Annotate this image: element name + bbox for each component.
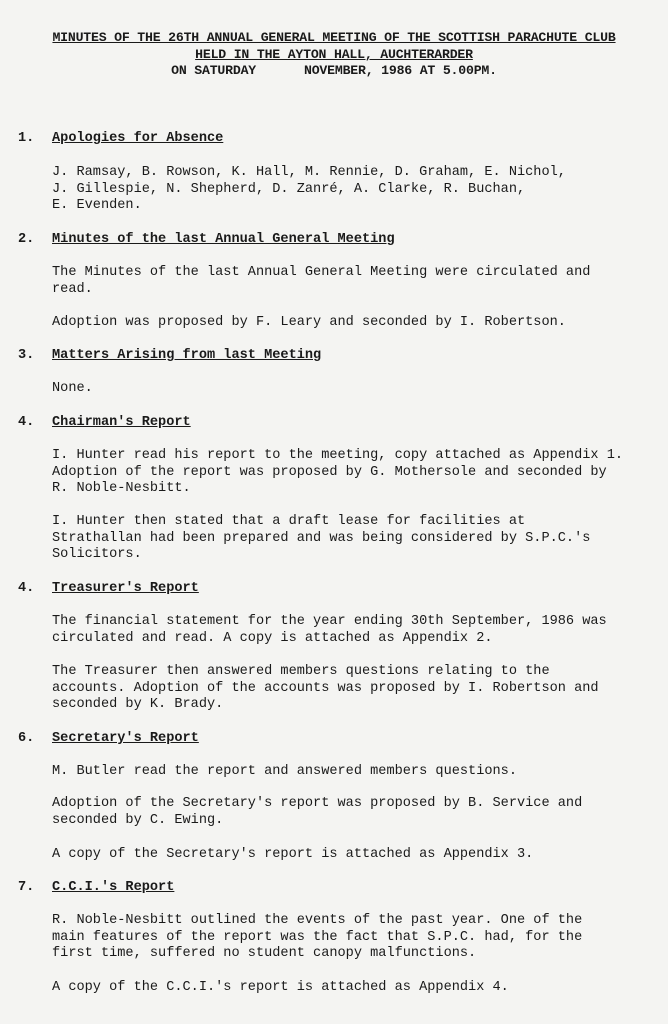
section-paragraph: J. Ramsay, B. Rowson, K. Hall, M. Rennie, D. Graham, E. Nichol, J. Gillespie, N. Shepherd, D. Zanré, A. Clarke, R. Buchan, E. Evenden. bbox=[52, 165, 566, 214]
section-title: Minutes of the last Annual General Meeting bbox=[52, 232, 395, 247]
heading-date: NOVEMBER, 1986 AT 5.00PM. bbox=[304, 63, 497, 78]
section-paragraph: A copy of the Secretary's report is attached as Appendix 3. bbox=[52, 847, 534, 862]
section-paragraph: R. Noble-Nesbitt outlined the events of the past year. One of the main features of the report was the fact that S.P.C. had, for the first time, suffered no student canopy malfunctions. bbox=[52, 913, 583, 962]
section-paragraph: The Minutes of the last Annual General Meeting were circulated and read. bbox=[52, 265, 591, 297]
section-title: Chairman's Report bbox=[52, 415, 191, 430]
heading-line-3 bbox=[0, 63, 668, 80]
section-number: 4. bbox=[18, 581, 35, 596]
heading-day: ON SATURDAY bbox=[171, 63, 256, 78]
section-paragraph: The financial statement for the year ending 30th September, 1986 was circulated and read. A copy is attached as Appendix 2. bbox=[52, 614, 607, 646]
section-paragraph: Adoption was proposed by F. Leary and seconded by I. Robertson. bbox=[52, 315, 566, 330]
section-number: 3. bbox=[18, 348, 35, 363]
section-title: Treasurer's Report bbox=[52, 581, 199, 596]
section-paragraph: A copy of the C.C.I.'s report is attached as Appendix 4. bbox=[52, 980, 509, 995]
section-paragraph: I. Hunter read his report to the meeting, copy attached as Appendix 1. Adoption of the report was proposed by G. Mothersole and seconded by R. Noble-Nesbitt. bbox=[52, 448, 624, 497]
section-number: 2. bbox=[18, 232, 35, 247]
document-heading bbox=[0, 30, 668, 80]
section-title: C.C.I.'s Report bbox=[52, 880, 175, 895]
section-number: 1. bbox=[18, 131, 35, 146]
section-paragraph: Adoption of the Secretary's report was proposed by B. Service and seconded by C. Ewing. bbox=[52, 796, 583, 828]
heading-line-2: HELD IN THE AYTON HALL, AUCHTERARDER bbox=[195, 46, 473, 62]
section-paragraph: The Treasurer then answered members questions relating to the accounts. Adoption of the accounts was proposed by I. Robertson and seconded by K. Brady. bbox=[52, 664, 599, 713]
section-title: Apologies for Absence bbox=[52, 131, 224, 146]
section-number: 7. bbox=[18, 880, 35, 895]
section-paragraph: None. bbox=[52, 381, 93, 396]
section-paragraph: I. Hunter then stated that a draft lease for facilities at Strathallan had been prepared and was being considered by S.P.C.'s Solicitors. bbox=[52, 514, 591, 563]
section-title: Secretary's Report bbox=[52, 731, 199, 746]
heading-line-1: MINUTES OF THE 26TH ANNUAL GENERAL MEETING OF THE SCOTTISH PARACHUTE CLUB bbox=[52, 30, 616, 45]
section-paragraph: M. Butler read the report and answered members questions. bbox=[52, 764, 517, 779]
section-number: 4. bbox=[18, 415, 35, 430]
section-title: Matters Arising from last Meeting bbox=[52, 348, 322, 363]
section-number: 6. bbox=[18, 731, 35, 746]
